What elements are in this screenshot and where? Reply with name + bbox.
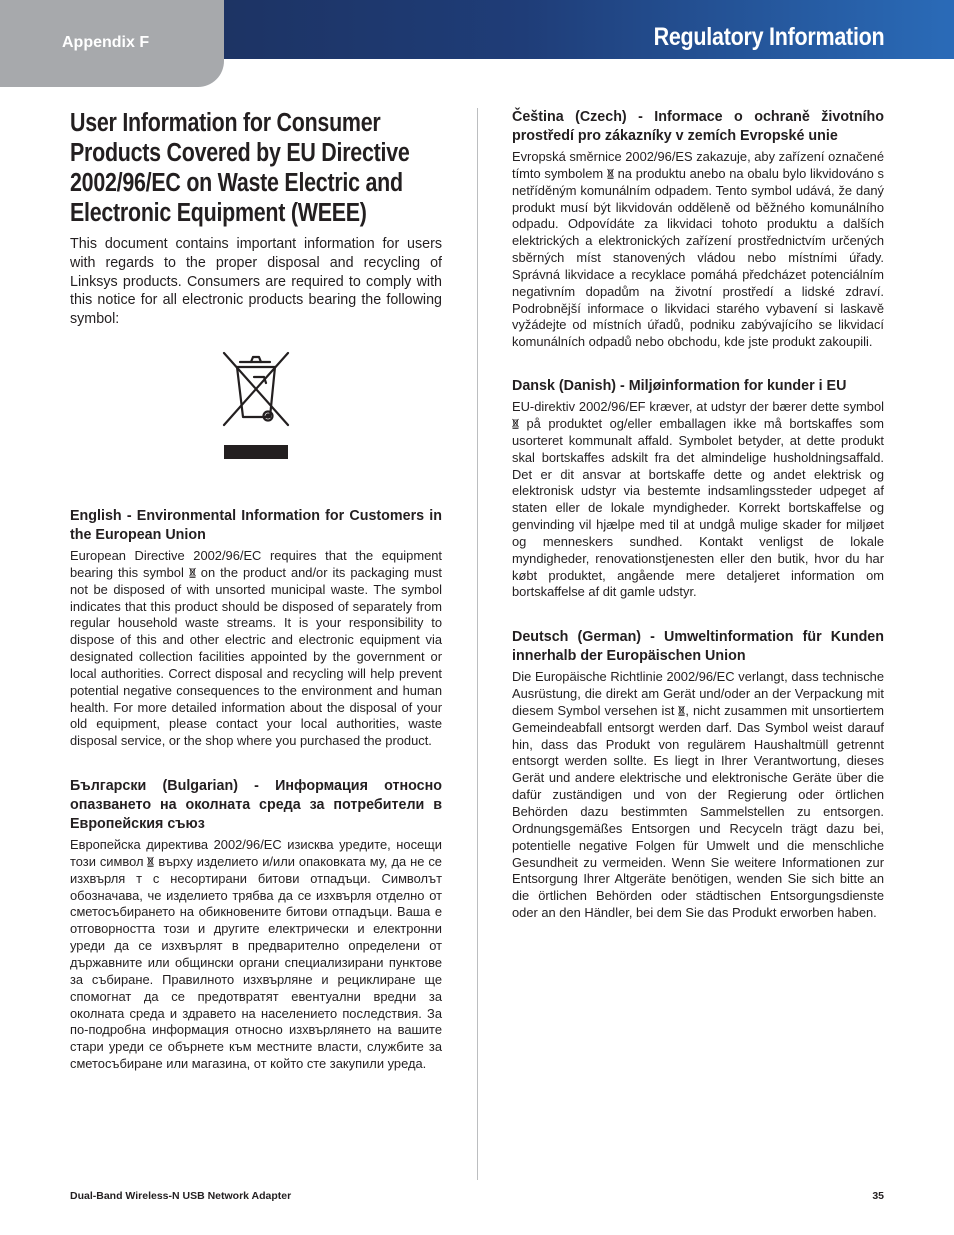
left-column [70,108,442,1073]
danish-section [512,377,884,601]
appendix-tab [0,0,224,87]
english-section [70,507,442,750]
crossed-out-wheelie-bin-icon [216,349,296,461]
appendix-label: Appendix F [62,34,150,51]
intro-paragraph: This document contains important information for users with regards to the proper disposal and recycling of Linksys products. Consumers are required to comply with this notice for all electronic products bearing the following symbol: [70,236,442,328]
german-body-start: Die Europäische Richtlinie 2002/96/EC verlangt, dass technische Ausrüstung, die direkt am Gerät und/oder an der Verpackung mit diesem Symbol versehen ist [512,669,884,718]
czech-heading: Čeština (Czech) - Informace o ochraně životního prostředí pro zákazníky v zemích Evropské unie [512,109,884,144]
danish-heading: Dansk (Danish) - Miljøinformation for kunder i EU [512,378,847,395]
footer-product-name: Dual-Band Wireless-N USB Network Adapter [70,1190,292,1202]
weee-inline-icon [607,168,614,179]
section-title: Regulatory Information [653,23,884,51]
czech-body-start: Evropská směrnice 2002/96/ES zakazuje, aby zařízení označené tímto symbolem [512,149,884,181]
bulgarian-section [70,777,442,1073]
german-section [512,628,884,922]
page-title: User Information for Consumer Products Covered by EU Directive 2002/96/EC on Waste Electric and Electronic Equipment (WEEE) [70,109,410,227]
weee-symbol [70,349,442,467]
bulgarian-body-start: Европейска директива 2002/96/EC изисква уредите, носещи този символ [70,837,442,869]
czech-body-end: na produktu anebo na obalu bylo likvidováno s netříděným komunálním odpadem. Tento symbol udává, že daný produkt musí být likvidován odděleně od běžného komunálního odpadu. Odpovídáte za likvidaci tohoto produktu a dalších elektrických a elektronických zařízení prostřednictvím určených sběrných míst stanovených vládou nebo místními úřady. Správná likvidace a recyklace pomáhá předcházet potenciálním negativním dopadům na životní prostředí a lidské zdraví. Podrobnější informace o likvidaci starého vybavení si laskavě vyžádejte od místních úřadů, podniku zabývajícího se likvidací komunálních odpadů nebo obchodu, kde jste produkt zakoupili. [512,165,884,350]
english-body [70,548,442,750]
bulgarian-body-end: върху изделието и/или опаковката му, да не се изхвърля т с несортирани битови отпадъци. Символът обозначава, че изделието трябва да се изхвърля отделно от сметосъбирането на обикновените битови отпадъци. Ваша е отговорността този и другите електрически и електронни уреди да се изхвърлят в предварително определени от държавните или общински органи специализирани пунктове за събиране. Правилното изхвърляне и рециклиране ще спомогнат да се предотвратят евентуални вредни за околната среда и здравето на населението последствия. За по-подробна информация относно изхвърлянето на вашите стари уреди се обърнете към местните власти, службите за сметосъбиране или магазина, от който сте закупили уреда. [70,853,442,1072]
weee-inline-icon [189,567,196,578]
english-body-start: European Directive 2002/96/EC requires that the equipment bearing this symbol [70,547,442,580]
footer-page-number: 35 [872,1190,884,1202]
danish-body-end: på produktet og/eller emballagen ikke må bortskaffes som usorteret kommunalt affald. Symbolet betyder, at dette produkt skal bortskaffes adskilt fra det almindelige husholdningsaffald. Det er dit ansvar at bortskaffe dette og andet elektrisk og elektronisk udstyr via bestemte indsamlingssteder udpeget af staten eller de lokale myndigheder. Korrekt bortskaffelse og genvinding vil hjælpe med til at undgå mulige skader for miljøet og menneskers sundhed. Kontakt venligst de lokale myndigheder, renovationstjenesten eller den butik, hvor du har købt produktet, angående mere detaljeret information om bortskaffelse af dit gamle udstyr. [512,415,884,600]
english-heading: English - Environmental Information for Customers in the European Union [70,507,442,543]
german-heading: Deutsch (German) - Umweltinformation für Kunden innerhalb der Europäischen Union [512,629,884,665]
right-column [512,108,884,922]
german-body [512,669,884,922]
english-body-end: on the product and/or its packaging must not be disposed of with unsorted municipal waste. The symbol indicates that this product should be disposed of separately from regular household waste streams. It is your responsibility to dispose of this and other electric and electronic equipment via designated collection facilities appointed by the government or local authorities. Correct disposal and recycling will help prevent potential negative consequences to the environment and human health. For more detailed information about the disposal of your old equipment, please contact your local authorities, waste disposal service, or the shop where you purchased the product. [70,564,442,749]
weee-inline-icon [512,418,519,429]
german-body-end: , nicht zusammen mit unsortiertem Gemeindeabfall entsorgt werden darf. Das Symbol weist darauf hin, dass das Produkt von regulärem Haushaltmüll getrennt entsorgt werden sollte. Es liegt in Ihrer Verantwortung, dieses Gerät und andere elektrische und elektronische Geräte über die dafür zuständigen und von der Regierung oder örtlichen Behörden dazu bestimmten Sammelstellen zu entsorgen. Ordnungsgemäßes Entsorgen und Recyceln trägt dazu bei, potentielle negative Folgen für Umwelt und die menschliche Gesundheit zu vermeiden. Wenn Sie weitere Informationen zur Entsorgung Ihrer Altgeräte benötigen, wenden Sie sich bitte an die örtlichen Behörden oder städtischen Entsorgungsdienste oder an den Händler, bei dem Sie das Produkt erworben haben. [512,702,884,921]
column-divider [477,108,478,1180]
bulgarian-body [70,837,442,1073]
czech-body [512,149,884,351]
danish-body-start: EU-direktiv 2002/96/EF kræver, at udstyr der bærer dette symbol [512,399,884,415]
bulgarian-heading: Български (Bulgarian) - Информация относно опазването на околната среда за потребители в Европейския съюз [70,778,442,833]
danish-body [512,399,884,601]
czech-section [512,108,884,351]
